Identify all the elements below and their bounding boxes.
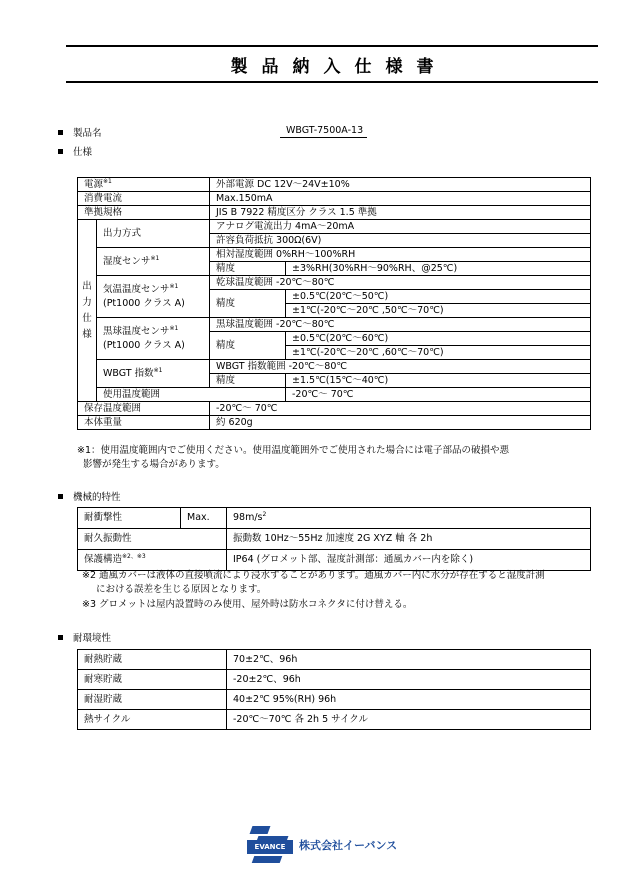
env-heading-row [58,630,111,644]
bullet-square-icon [58,635,63,640]
globe-sensor-label: 黒球温度センサ$^{※1}$ (Pt1000 クラス A) [97,318,210,360]
weight-value: 約 620g [210,416,591,430]
table-row [78,690,591,710]
globe-accuracy-value-1: ±0.5℃(20℃～60℃) [286,332,591,346]
globe-accuracy-label: 精度 [210,332,286,360]
table-row [78,248,591,262]
humidity-storage-label: 耐湿貯蔵 [78,690,227,710]
humidity-range: 相対湿度範囲 0%RH～100%RH [210,248,591,262]
output-method-value-1: アナログ電流出力 4mA～20mA [210,220,591,234]
table-row [78,650,591,670]
table-row [78,416,591,430]
shock-max: Max. [181,508,227,529]
wbgt-accuracy-label: 精度 [210,374,286,388]
table-row [78,388,591,402]
wbgt-label: WBGT 指数$^{※1}$ [97,360,210,388]
table-row [78,360,591,374]
logo-mark-text: EVANCE [247,840,293,854]
wbgt-range: WBGT 指数範囲 -20℃～80℃ [210,360,591,374]
table-row [78,508,591,529]
dry-accuracy-label: 精度 [210,290,286,318]
output-method-label: 出力方式 [97,220,210,248]
cold-storage-value: -20±2℃、96h [227,670,591,690]
power-label: 電源$^{※1}$ [78,178,210,192]
heat-storage-label: 耐熱貯蔵 [78,650,227,670]
cold-storage-label: 耐寒貯蔵 [78,670,227,690]
table-row [78,550,591,571]
env-heading: 耐環境性 [73,633,112,644]
dry-sensor-label: 気温温度センサ$^{※1}$ (Pt1000 クラス A) [97,276,210,318]
table-row [78,402,591,416]
bullet-square-icon [58,494,63,499]
note-1: ※1：使用温度範囲内でご使用ください。使用温度範囲外でご使用された場合には電子部品の破損や悪 影響が発生する場合があります。 [77,445,510,470]
spec-heading: 仕様 [73,147,93,158]
output-spec-side-label: 出 力 仕 様 [78,220,97,402]
mech-heading: 機械的特性 [73,492,121,503]
dry-range: 乾球温度範囲 -20℃～80℃ [210,276,591,290]
current-label: 消費電流 [78,192,210,206]
output-method-value-2: 許容負荷抵抗 300Ω(6V) [210,234,591,248]
store-temp-value: -20℃～ 70℃ [210,402,591,416]
document-title-box [66,45,598,83]
store-temp-label: 保存温度範囲 [78,402,210,416]
bullet-square-icon [58,149,63,154]
mech-table [77,507,591,571]
thermal-cycle-label: 熱サイクル [78,710,227,730]
evance-logo-mark [247,826,293,864]
table-row [78,206,591,220]
standard-label: 準拠規格 [78,206,210,220]
humidity-storage-value: 40±2℃ 95%(RH) 96h [227,690,591,710]
table-row [78,192,591,206]
table-row [78,220,591,234]
product-name-value: WBGT-7500A-13 [280,125,367,138]
shock-label: 耐衝撃性 [78,508,181,529]
table-row [78,318,591,332]
humidity-accuracy-value: ±3%RH(30%RH～90%RH、@25℃) [286,262,591,276]
spec-table [77,177,591,430]
table-row [78,276,591,290]
company-logo [247,826,397,864]
wbgt-accuracy-value: ±1.5℃(15℃～40℃) [286,374,591,388]
globe-accuracy-value-2: ±1℃(-20℃～20℃ ,60℃～70℃) [286,346,591,360]
note-3: ※3 グロメットは屋内設置時のみ使用、屋外時は防水コネクタに付け替える。 [82,599,413,610]
table-row [78,670,591,690]
spec-heading-row [58,144,92,158]
use-temp-label: 使用温度範囲 [97,388,286,402]
table-row [78,710,591,730]
document-title: 製品納入仕様書 [230,56,448,77]
dry-accuracy-value-1: ±0.5℃(20℃～50℃) [286,290,591,304]
protection-value: IP64 (グロメット部、湿度計測部：通風カバー内を除く) [227,550,591,571]
heat-storage-value: 70±2℃、96h [227,650,591,670]
globe-range: 黒球温度範囲 -20℃～80℃ [210,318,591,332]
dry-accuracy-value-2: ±1℃(-20℃～20℃ ,50℃～70℃) [286,304,591,318]
current-value: Max.150mA [210,192,591,206]
table-row [78,529,591,550]
weight-label: 本体重量 [78,416,210,430]
humidity-accuracy-label: 精度 [210,262,286,276]
humidity-sensor-label: 湿度センサ$^{※1}$ [97,248,210,276]
note-2: ※2 通風カバーは液体の直接噴流により浸水することがあります。通風カバー内に水分が存在すると湿度計測 における誤差を生じる原因となります。 [82,570,545,595]
protection-label: 保護構造$^{※2、※3}$ [78,550,227,571]
product-name-label: 製品名 [73,128,102,139]
vibration-value: 振動数 10Hz～55Hz 加速度 2G XYZ 軸 各 2h [227,529,591,550]
power-value: 外部電源 DC 12V～24V±10% [210,178,591,192]
bullet-square-icon [58,130,63,135]
env-table [77,649,591,730]
vibration-label: 耐久振動性 [78,529,227,550]
standard-value: JIS B 7922 精度区分 クラス 1.5 準拠 [210,206,591,220]
mech-heading-row [58,489,121,503]
thermal-cycle-value: -20℃～70℃ 各 2h 5 サイクル [227,710,591,730]
product-name-row [58,125,102,139]
company-name: 株式会社イーバンス [299,839,398,852]
shock-value: $98m/s^2$ [227,508,591,529]
use-temp-value: -20℃～ 70℃ [286,388,591,402]
table-row [78,178,591,192]
